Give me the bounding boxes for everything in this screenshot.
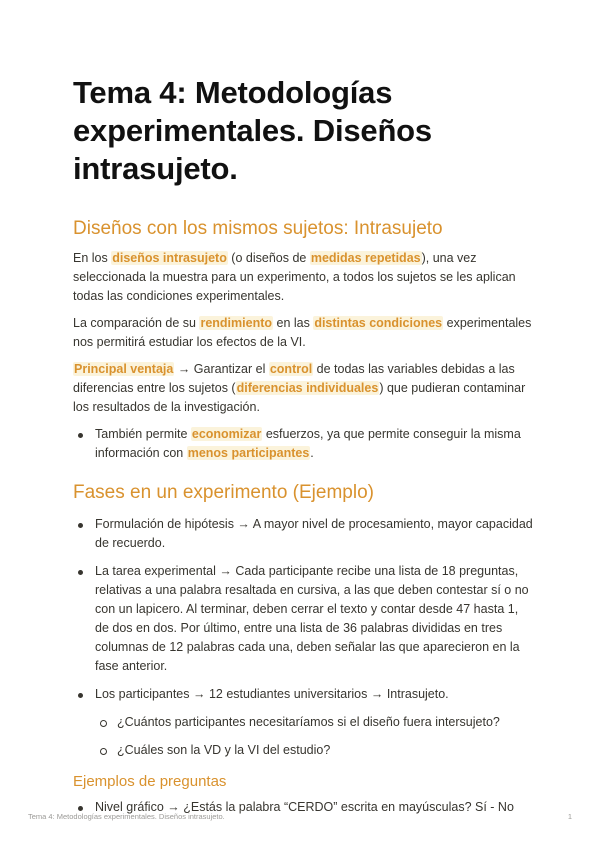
bullet-list-fases <box>73 515 533 760</box>
section-heading-ejemplos: Ejemplos de preguntas <box>73 773 227 790</box>
highlight-term: distintas condiciones <box>314 316 443 330</box>
highlight-term: control <box>269 362 313 376</box>
paragraph-intro: En los diseños intrasujeto (o diseños de medidas repetidas), una vez seleccionada la muestra para un experimento, a todos los sujetos se les aplican todas las condiciones experimentales. <box>73 251 516 303</box>
highlight-term: rendimiento <box>200 316 273 330</box>
list-item: También permite economizar esfuerzos, ya que permite conseguir la misma información con menos participantes. <box>73 425 533 463</box>
paragraph-comparison: La comparación de su rendimiento en las distintas condiciones experimentales nos permitirá estudiar los efectos de la VI. <box>73 316 532 349</box>
highlight-term: diferencias individuales <box>236 381 379 395</box>
highlight-term: Principal ventaja <box>74 362 174 376</box>
highlight-term: menos participantes <box>187 446 310 460</box>
section-heading-fases: Fases en un experimento (Ejemplo) <box>73 482 374 503</box>
paragraph-advantage: Principal ventaja → Garantizar el control de todas las variables debidas a las diferencias entre los sujetos (diferencias individuales) que pudieran contaminar los resultados de la investigación. <box>73 362 526 414</box>
highlight-term: medidas repetidas <box>310 251 421 265</box>
bullet-list-advantages <box>73 425 533 463</box>
list-item: La tarea experimental → Cada participante recibe una lista de 18 preguntas, relativas a una palabra resaltada en cursiva, a las que deben contestar sí o no con un lapicero. Al terminar, deben cerrar el texto y contar desde 47 hasta 1, de dos en dos. Por último, entre una lista de 36 palabras divididas en tres columnas de 12 palabras cada una, deben señalar las que aparecieron en la fase anterior. <box>73 562 533 676</box>
section-heading-intrasujeto: Diseños con los mismos sujetos: Intrasujeto <box>73 218 443 239</box>
page-footer <box>28 812 572 821</box>
document-page <box>73 74 533 817</box>
page-number: 1 <box>567 812 572 821</box>
page-title: Tema 4: Metodologías experimentales. Diseños intrasujeto. <box>73 75 432 186</box>
footer-title: Tema 4: Metodologías experimentales. Diseños intrasujeto. <box>28 812 225 821</box>
highlight-term: diseños intrasujeto <box>112 251 227 265</box>
list-item: Nivel gráfico → ¿Estás la palabra “CERDO” escrita en mayúsculas? Sí - No <box>73 798 533 817</box>
highlight-term: economizar <box>191 427 262 441</box>
list-item: ¿Cuántos participantes necesitaríamos si el diseño fuera intersujeto? <box>73 713 533 732</box>
list-item: Formulación de hipótesis → A mayor nivel de procesamiento, mayor capacidad de recuerdo. <box>73 515 533 553</box>
list-item: Los participantes → 12 estudiantes universitarios → Intrasujeto. <box>73 685 533 704</box>
list-item: ¿Cuáles son la VD y la VI del estudio? <box>73 741 533 760</box>
